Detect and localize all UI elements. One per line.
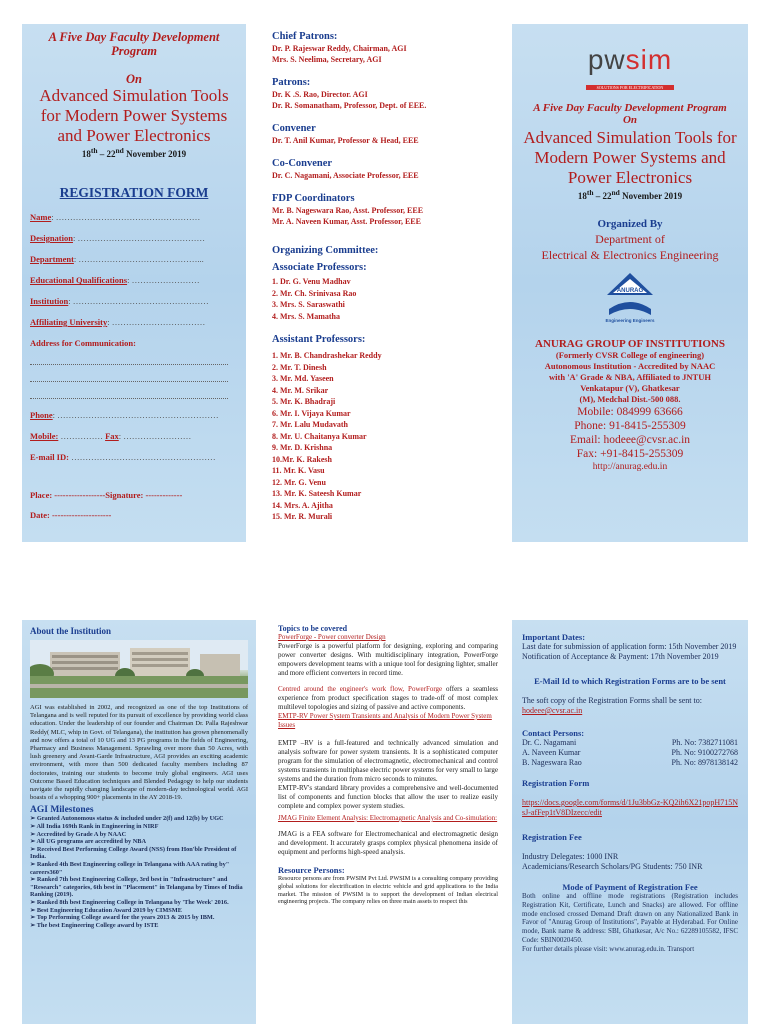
- chief-patron-item: Dr. P. Rajeswar Reddy, Chairman, AGI: [272, 44, 407, 53]
- anurag-logo-sub: Engineering Engineers: [605, 318, 655, 323]
- contact-name: A. Naveen Kumar: [522, 748, 581, 757]
- resource-persons-heading: Resource Persons:: [278, 865, 345, 875]
- registration-field[interactable]: [30, 254, 238, 264]
- milestone-item: ➢ Ranked 8th best Engineering College in Telangana by 'The Week' 2016.: [30, 898, 229, 906]
- cover-date-end: – 22: [593, 191, 612, 201]
- registration-field-separator: :: [72, 233, 78, 243]
- pwsim-tagline: SOLUTIONS FOR ELECTRIFICATION: [596, 85, 664, 90]
- registration-field[interactable]: [30, 212, 238, 222]
- coordinator-item: Mr. B. Nageswara Rao, Asst. Professor, EEE: [272, 206, 424, 215]
- address-label: Address for Communication:: [30, 338, 136, 348]
- payment-mode-text: Both online and offline mode registrations (Registration includes Registration Kit, Certificate, Lunch and Snacks) are allowed. For offline mode enclosed crossed Demand Draft drawn on any Nationalized Bank in Favor of "Anurag Group of Institutions", Payable at Hyderabad. For Online mode, Bank name & address: SBI, Ghatkesar, A/c No.: 62289105582, IFSC Code: SBIN0020450.: [522, 892, 738, 944]
- place-signature-field[interactable]: Place: ------------------Signature: -------------: [30, 490, 183, 500]
- registration-field-separator: :: [127, 275, 132, 285]
- topic-jmag-text: JMAG is a FEA software for Electromechanical and electromagnetic design and development. It accurately grasps complex physical phenomena inside of equipment and performs high-speed analysis.: [278, 830, 498, 856]
- registration-field-dots: ……………………………………...: [78, 254, 204, 264]
- registration-field-separator: :: [68, 296, 73, 306]
- payment-mode-heading: Mode of Payment of Registration Fee: [562, 882, 698, 892]
- campus-photo-image: [30, 640, 248, 698]
- contact-row: [522, 758, 738, 768]
- phone-label: Phone: [30, 410, 53, 420]
- campus-photo: [30, 640, 248, 698]
- cover-website-link[interactable]: http://anurag.edu.in: [592, 462, 668, 472]
- cover-date-start-suffix: th: [586, 188, 594, 197]
- anurag-logo-word: ANURAG: [616, 288, 644, 294]
- date-start: 18: [81, 149, 91, 159]
- assistant-professor-item: 5. Mr. K. Bhadraji: [272, 397, 336, 406]
- topics-panel: [272, 620, 504, 1024]
- assistant-professor-item: 10.Mr. K. Rakesh: [272, 454, 332, 464]
- registration-field-label: Designation: [30, 233, 73, 243]
- assistant-professor-item: 8. Mr. U. Chaitanya Kumar: [272, 431, 367, 441]
- registration-field-label: Affiliating University: [30, 317, 108, 327]
- topic-powerforge-text-2-body: offers a seamless experience from product specification stages to trade-off of most complex multilevel topologies and sizing of passive and active components.: [278, 685, 499, 711]
- formerly-line: (Formerly CVSR College of engineering): [555, 350, 705, 360]
- associate-professor-item: 3. Mrs. S. Saraswathi: [272, 300, 345, 309]
- registration-field-separator: :: [73, 254, 79, 264]
- important-dates-heading: Important Dates:: [522, 632, 586, 642]
- assistant-professor-item: 3. Mr. Md. Yaseen: [272, 374, 334, 383]
- fdp-coordinators-list: [272, 205, 496, 227]
- milestone-item: ➢ The best Engineering College award by ISTE: [30, 921, 159, 929]
- milestone-item: ➢ Ranked 7th best Engineering College, 3rd best in "Infrastructure" and "Research" categories, 6th best in "Placement" in Telangana by Times of India Ranking (2019).: [30, 876, 243, 899]
- date-end-suffix: nd: [115, 146, 124, 155]
- milestones-heading: AGI Milestones: [30, 805, 94, 816]
- contact-persons-heading: Contact Persons:: [522, 728, 585, 738]
- email-heading: E-Mail Id to which Registration Forms are to be sent: [534, 676, 726, 686]
- fax-label: Fax: [105, 431, 119, 441]
- department-line-1: Department of: [595, 232, 665, 246]
- cover-event-title: Advanced Simulation Tools for Modern Power Systems and Power Electronics: [523, 128, 737, 187]
- contact-name: Dr. C. Nagamani: [522, 738, 577, 747]
- registration-field-separator: :: [107, 317, 112, 327]
- registration-field[interactable]: [30, 296, 238, 306]
- cover-panel: [512, 24, 748, 542]
- topics-heading: Topics to be covered: [278, 624, 348, 633]
- assistant-professors-list: [272, 350, 496, 523]
- topic-emtp-text-2: EMTP-RV's standard library provides a comprehensive and well-documented list of components and function blocks that allow the user to realize easily complete and complex power system studies.: [278, 784, 498, 810]
- address-line-b: (M), Medchal Dist.-500 088.: [579, 394, 681, 404]
- grade-line: with 'A' Grade & NBA, Affiliated to JNTUH: [549, 372, 711, 382]
- cover-on: On: [622, 114, 638, 126]
- topic-emtp-text: EMTP –RV is a full-featured and technically advanced simulation and analysis software for power system transients. It is a sophisticated computer program for the simulation of electromagnetic, electromechanical and control systems transients in multiphase electric power systems for very small to large systems and the duration from micro seconds to minutes.: [278, 739, 498, 783]
- registration-fields: [30, 212, 238, 327]
- contact-phone: Ph. No: 8978138142: [671, 758, 738, 767]
- associate-professors-list: [272, 276, 496, 322]
- patron-item: Dr. R. Somanatham, Professor, Dept. of EEE.: [272, 101, 427, 110]
- fee-academic: Academicians/Research Scholars/PG Students: 750 INR: [522, 862, 703, 871]
- cover-date-end-suffix: nd: [611, 188, 620, 197]
- milestone-item: ➢ Top Performing College award for the years 2013 & 2015 by IBM.: [30, 914, 215, 922]
- cover-date-month: November 2019: [619, 191, 683, 201]
- date-end: – 22: [97, 149, 116, 159]
- assistant-professor-item: 12. Mr. G. Venu: [272, 477, 326, 487]
- address-line-a: Venkatapur (V), Ghatkesar: [580, 383, 680, 393]
- convener-list: [272, 135, 496, 146]
- coordinator-item: Mr. A. Naveen Kumar, Asst. Professor, EEE: [272, 217, 421, 226]
- registration-email-link[interactable]: hodeee@cvsr.ac.in: [522, 706, 583, 715]
- chief-patrons-list: [272, 43, 496, 65]
- registration-field-dots: ……………………………………………: [55, 212, 201, 222]
- contact-name: B. Nageswara Rao: [522, 758, 582, 767]
- date-field[interactable]: Date: ---------------------: [30, 510, 112, 520]
- date-month: November 2019: [123, 149, 187, 159]
- associate-professor-item: 2. Mr. Ch. Srinivasa Rao: [272, 288, 357, 298]
- registration-field[interactable]: [30, 233, 238, 243]
- contact-list: [522, 738, 738, 768]
- email-field[interactable]: [30, 452, 238, 462]
- assistant-professor-item: 6. Mr. I. Vijaya Kumar: [272, 408, 351, 418]
- info-panel: [512, 620, 748, 1024]
- coconvener-item: Dr. C. Nagamani, Associate Professor, EEE: [272, 171, 419, 180]
- patrons-heading: Patrons:: [272, 77, 311, 88]
- milestone-item: ➢ All UG programs are accredited by NBA: [30, 838, 146, 846]
- topic-jmag-title: JMAG Finite Element Analysis: Electromagnetic Analysis and Co-simulation:: [278, 814, 498, 822]
- assistant-professor-item: 7. Mr. Lalu Mudavath: [272, 420, 348, 429]
- fax-dots: : ……………………: [118, 431, 192, 441]
- pwsim-logo-text: [518, 44, 742, 76]
- topic-powerforge-emphasis: Centred around the engineer's work flow, PowerForge: [278, 685, 443, 693]
- assistant-professor-item: 14. Mrs. A. Ajitha: [272, 500, 333, 510]
- email-label: E-mail ID:: [30, 452, 69, 462]
- milestone-item: ➢ Accredited by Grade A by NAAC: [30, 830, 127, 838]
- registration-field-label: Name: [30, 212, 52, 222]
- department-line-2: Electrical & Electronics Engineering: [541, 248, 719, 262]
- registration-form-link[interactable]: https://docs.google.com/forms/d/1Ju3bbGz-KQ2ih6X21popH715NsJ-afFep1tV8DIzecc/edit: [522, 798, 738, 817]
- topic-powerforge-text-2: [278, 685, 498, 712]
- resource-persons-text: Resource persons are from PWSIM Pvt Ltd. PWSIM is a consulting company providing global solutions for electrification in electric vehicle and grid applications to the India market. The mission of PWSIM is to support the development of Indian electrical engineering projects. The company relies on three main assets to respect this: [278, 875, 498, 906]
- registration-field-separator: :: [51, 212, 56, 222]
- registration-panel: [22, 24, 246, 542]
- assistant-professor-item: 4. Mr. M. Srikar: [272, 385, 329, 395]
- organized-by: Organized By: [597, 218, 663, 230]
- registration-form-link-heading: Registration Form: [522, 778, 590, 788]
- patron-item: Dr. K .S. Rao, Director. AGI: [272, 90, 368, 99]
- contact-row: [522, 748, 738, 758]
- chief-patron-item: Mrs. S. Neelima, Secretary, AGI: [272, 55, 382, 64]
- patrons-panel: [266, 24, 502, 542]
- cover-phone: Phone: 91-8415-255309: [574, 420, 686, 432]
- milestone-item: ➢ Granted Autonomous status & included under 2(f) and 12(b) by UGC: [30, 815, 224, 823]
- cover-date-start: 18: [577, 191, 587, 201]
- assistant-professor-item: 15. Mr. R. Murali: [272, 512, 333, 521]
- topic-powerforge-text: PowerForge is a powerful platform for designing, exploring and comparing power converter designs. With multidisciplinary integration, PowerForge empowers development teams with a unique tool for designing lighter, smaller and more efficient converters in record time.: [278, 642, 498, 677]
- contact-phone: Ph. No: 7382711081: [671, 738, 738, 747]
- milestone-item: ➢ Best Engineering Education Award 2019 by CIMSME: [30, 906, 182, 914]
- event-dates: [30, 146, 238, 159]
- cover-fdp-line: A Five Day Faculty Development Program: [533, 102, 727, 114]
- assistant-professors-heading: Assistant Professors:: [272, 334, 366, 345]
- event-title: Advanced Simulation Tools for Modern Power Systems and Power Electronics: [39, 86, 229, 145]
- group-name: ANURAG GROUP OF INSTITUTIONS: [535, 338, 725, 350]
- milestone-item: ➢ Ranked 4th Best Engineering college in Telangana with AAA rating by" careers360": [30, 861, 230, 876]
- contact-phone: Ph. No: 9100272768: [671, 748, 738, 757]
- milestone-item: ➢ All India 169th Rank in Engineering in NIRF: [30, 823, 159, 831]
- topic-powerforge-title: PowerForge - Power converter Design: [278, 633, 386, 641]
- last-date: Last date for submission of application form: 15th November 2019: [522, 642, 737, 651]
- about-panel: [22, 620, 256, 1024]
- registration-field-dots: ……………………: [131, 275, 200, 285]
- address-line-2[interactable]: [30, 365, 228, 382]
- mobile-label: Mobile:: [30, 431, 59, 441]
- about-heading: About the Institution: [30, 626, 112, 636]
- email-dots: ……………………………………………: [68, 452, 216, 462]
- assistant-professor-item: 9. Mr. D. Krishna: [272, 443, 333, 452]
- associate-professors-heading: Associate Professors:: [272, 262, 367, 273]
- pwsim-logo: [518, 44, 742, 94]
- address-line-1[interactable]: [30, 348, 228, 365]
- fdp-coordinators-heading: FDP Coordinators: [272, 193, 355, 204]
- about-text: AGI was established in 2002, and recognized as one of the top Institutions of Telangana and is well reputed for its pursuit of excellence by providing world class education. Under the leadership of our founder and Chairman Dr. Palla Rajeshwar Reddy( MLC, whip in Govt. of Telangana), the institution has grown phenomenally and now offers a total of 10 UG and 13 PG programs in the fields of Engineering, Pharmacy and Business Management. Sprawling over more than 50 Acres, with lush greenery and Avant-Garde Infrastructure, AGI provides an exciting academic environment, with more than 500 dedicated faculty members including 87 doctorates, training our students to become truly global engineers. AGI uses Outcome Based Education techniques and Blended Pedagogy to help our students navigate the rapidly changing landscape of modern-day technological world. AGI boasts of a whopping 900+ placements in the AY 2018-19.: [30, 704, 248, 802]
- registration-field[interactable]: [30, 275, 238, 285]
- contact-row: [522, 738, 738, 748]
- fdp-line: A Five Day Faculty Development Program: [48, 30, 220, 58]
- assistant-professor-item: 2. Mr. T. Dinesh: [272, 362, 327, 372]
- associate-professor-item: 1. Dr. G. Venu Madhav: [272, 277, 351, 286]
- cover-event-dates: [518, 188, 742, 201]
- autonomous-line: Autonomous Institution - Accredited by NAAC: [544, 361, 716, 371]
- milestone-item: ➢ Received Best Performing College Award (NSS) from Hon'ble President of India.: [30, 845, 237, 861]
- cover-email[interactable]: Email: hodeee@cvsr.ac.in: [569, 434, 691, 446]
- cover-fax: Fax: +91-8415-255309: [576, 448, 684, 460]
- convener-heading: Convener: [272, 123, 316, 134]
- fee-industry: Industry Delegates: 1000 INR: [522, 852, 619, 861]
- patrons-list: [272, 89, 496, 111]
- cover-mobile: Mobile: 084999 63666: [577, 406, 683, 418]
- milestones-list: [30, 815, 248, 929]
- registration-field-label: Institution: [30, 296, 69, 306]
- topic-emtp-title: EMTP-RV Power System Transients and Analysis of Modern Power System Issues: [278, 712, 492, 729]
- registration-field-dots: ……………………………: [111, 317, 206, 327]
- logo-sim: sim: [625, 44, 673, 75]
- soft-copy-text: The soft copy of the Registration Forms shall be sent to:: [522, 696, 702, 705]
- organizing-committee-heading: Organizing Committee:: [272, 245, 379, 256]
- registration-field-dots: …………………………………………: [72, 296, 209, 306]
- date-start-suffix: th: [90, 146, 98, 155]
- mobile-fax-field[interactable]: [30, 431, 238, 441]
- phone-field[interactable]: [30, 410, 238, 420]
- chief-patrons-heading: Chief Patrons:: [272, 31, 338, 42]
- phone-dots: : …………………………………………………: [52, 410, 219, 420]
- further-details-text: For further details please visit: www.anurag.edu.in. Transport: [522, 944, 695, 953]
- anurag-logo-icon: [595, 271, 665, 323]
- address-line-3[interactable]: [30, 382, 228, 399]
- registration-fee-heading: Registration Fee: [522, 832, 582, 842]
- registration-form-heading: REGISTRATION FORM: [59, 185, 209, 200]
- mobile-dots: ……………: [58, 431, 106, 441]
- pwsim-logo-bar: [586, 85, 674, 90]
- associate-professor-item: 4. Mrs. S. Mamatha: [272, 311, 340, 321]
- on-label: On: [126, 72, 142, 86]
- coconvener-heading: Co-Convener: [272, 158, 333, 169]
- assistant-professor-item: 11. Mr. K. Vasu: [272, 466, 325, 475]
- logo-pw: pw: [587, 44, 626, 75]
- assistant-professor-item: 13. Mr. K. Sateesh Kumar: [272, 489, 362, 498]
- registration-field[interactable]: [30, 317, 238, 327]
- registration-field-dots: ………………………………………: [77, 233, 205, 243]
- assistant-professor-item: 1. Mr. B. Chandrashekar Reddy: [272, 351, 382, 360]
- anurag-logo: [518, 271, 742, 328]
- registration-field-label: Educational Qualifications: [30, 275, 128, 285]
- convener-item: Dr. T. Anil Kumar, Professor & Head, EEE: [272, 136, 419, 145]
- coconvener-list: [272, 170, 496, 181]
- notification-date: Notification of Acceptance & Payment: 17th November 2019: [522, 652, 719, 661]
- registration-field-label: Department: [30, 254, 74, 264]
